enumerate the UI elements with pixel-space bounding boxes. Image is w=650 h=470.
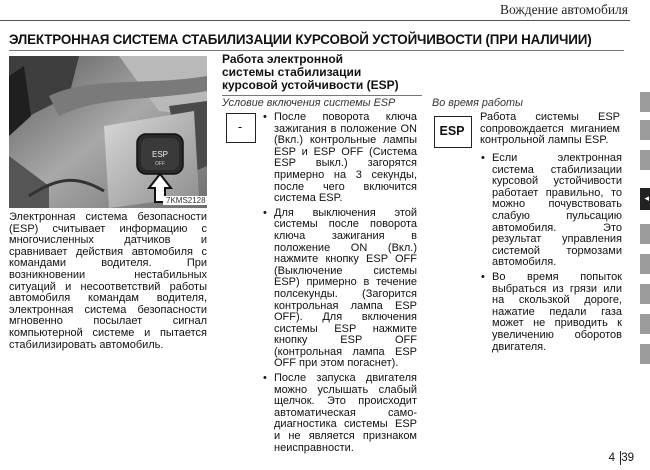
chapter-tab [640, 120, 650, 140]
chapter-tab [640, 150, 650, 170]
section-heading-line: Работа электронной [222, 52, 344, 66]
section-rule [222, 95, 422, 96]
operation-list [480, 153, 622, 356]
esp-button-label: ESP [151, 150, 169, 159]
header-rule [0, 20, 630, 21]
esp-button-sublabel: OFF [155, 161, 165, 167]
esp-indicator-icon: ESP [439, 124, 465, 138]
photo-code: 7KMS2128 [163, 196, 209, 205]
condition-list [262, 112, 417, 457]
list-item: • Если электронная система стабилизации курсовой устойчивости работает правильно, то можно почувствовать слабую пульсацию автомобиля. Это результат управления системой тормозами автомобиля. [480, 153, 622, 269]
chapter-tab [640, 314, 650, 334]
condition-label: Условие включения системы ESP [222, 97, 396, 109]
dashboard-illustration [9, 56, 207, 208]
section-heading-line: системы стабилизации [222, 65, 362, 79]
list-item: • Для выключения этой системы после поворота ключа зажигания в положение ON (Вкл.) нажмите кнопку ESP OFF (Выключение системы ESP) примерно в течение полсекунды. (Загорится контрольная лампа ESP OFF). Для включения системы ESP нажмите кнопку ESP OFF (контрольная лампа ESP OFF при этом погаснет). [262, 208, 417, 370]
chapter-tab [640, 344, 650, 364]
chapter-tab [640, 284, 650, 304]
chapter-tab [640, 224, 650, 244]
title-rule [9, 50, 624, 51]
chapter-tab [640, 92, 650, 112]
list-item: • После поворота ключа зажигания в положение ON (Вкл.) контрольные лампы ESP и ESP OFF (Система ESP выкл.) загорятся примерно на 3 секунды, после чего включится система ESP. [262, 112, 417, 205]
list-item: • После запуска двигателя можно услышать слабый щелчок. Это происходит автоматическая само-диагностика системы ESP и не является признаком неисправности. [262, 373, 417, 454]
section-heading-line: курсовой устойчивости (ESP) [222, 78, 399, 92]
chapter-tab [640, 254, 650, 274]
operation-intro: Работа системы ESP сопровождается миганием контрольной лампы ESP. [480, 111, 620, 147]
page-number: 39 [621, 452, 634, 464]
dashboard-photo [9, 56, 207, 208]
running-header: Вождение автомобиля [500, 2, 628, 17]
chapter-tab-marker-icon: ◂ [644, 193, 649, 203]
dash-indicator-icon: - [237, 119, 243, 134]
section-heading [222, 53, 422, 92]
list-item: • Во время попыток выбраться из грязи или на скользкой дороге, нажатие педали газа может не приводить к увеличению оборотов двигателя. [480, 272, 622, 353]
page-chapter-number: 4 [608, 452, 615, 464]
esp-description: Электронная система безопасности (ESP) считывает информацию с многочисленных датчиков и сравнивает действия автомобиля с командами водителя. При возникновении нестабильных ситуаций и несоответствий работы автомобиля командам водителя, электронная система безопасности мгновенно посылает сигнал компьютерной системе и пытается стабилизировать автомобиль. [9, 211, 207, 351]
operation-label: Во время работы [432, 97, 523, 109]
page-title: ЭЛЕКТРОННАЯ СИСТЕМА СТАБИЛИЗАЦИИ КУРСОВОЙ УСТОЙЧИВОСТИ (ПРИ НАЛИЧИИ) [9, 32, 592, 47]
